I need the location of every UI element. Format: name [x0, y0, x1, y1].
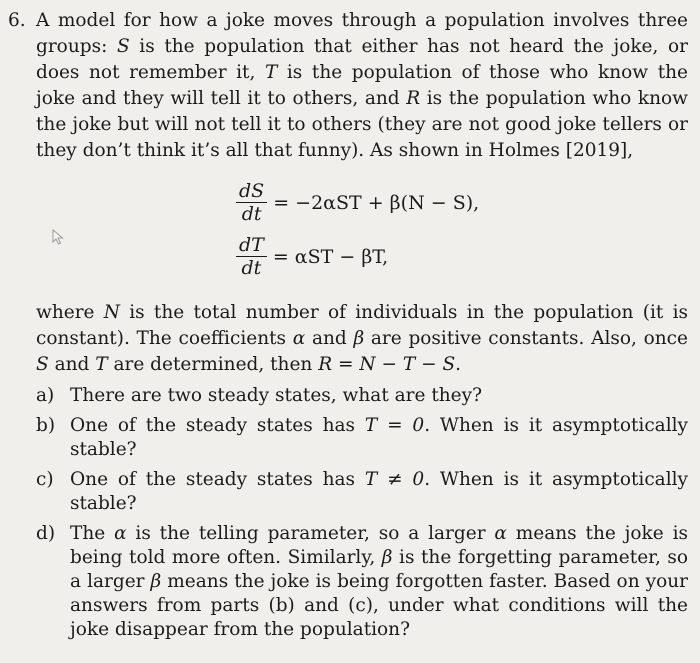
symbol-alpha: α — [494, 523, 507, 544]
part-label: b) — [36, 415, 56, 436]
symbol-beta: β — [150, 571, 162, 592]
r-formula: R = N − T − S — [318, 354, 456, 375]
problem-number: 6. — [8, 10, 26, 31]
paragraph-text: . — [455, 354, 462, 375]
paragraph-text: is the total number of individuals in the population (it is constant). The coefficients — [36, 302, 688, 349]
symbol-r: R — [406, 88, 421, 109]
fraction-denominator: dt — [241, 203, 262, 225]
symbol-t: T — [264, 62, 278, 83]
equation-rhs: = −2αST + β(N − S), — [273, 191, 480, 214]
paragraph-text: are determined, then — [107, 354, 319, 375]
part-text: means the joke is being told more often. Similarly, — [70, 523, 688, 568]
symbol-s: S — [116, 36, 130, 57]
part-label: c) — [36, 469, 54, 490]
paragraph-text: are positive constants. Also, once — [364, 328, 688, 349]
question-part-a — [36, 384, 688, 408]
question-parts — [36, 384, 688, 648]
intro-text: is the population that either has not heard the joke, or does not remember it, — [36, 36, 688, 83]
symbol-n: N — [103, 302, 120, 323]
equation-dt-dt — [236, 234, 388, 279]
question-part-c — [36, 468, 688, 516]
paragraph-text: where — [36, 302, 104, 323]
fraction-numerator: dT — [236, 234, 267, 257]
problem-intro — [36, 8, 688, 164]
definitions-paragraph — [36, 300, 688, 378]
derivative-fraction — [236, 234, 267, 279]
part-text: is the forgetting parameter, so a larger — [70, 547, 689, 592]
intro-text: is the population of those who know the joke and they will tell it to others, and — [36, 62, 688, 109]
part-text: . When is it asymptotically stable? — [70, 469, 688, 514]
part-text: The — [70, 523, 115, 544]
mouse-cursor-icon — [50, 228, 68, 246]
part-text: There are two steady states, what are they? — [70, 385, 483, 406]
symbol-alpha: α — [114, 523, 127, 544]
part-text: is the telling parameter, so a larger — [126, 523, 495, 544]
intro-text: is the population who know the joke but will not tell it to others (they are not good joke tellers or they don’t think it’s all that funny). As shown in Holmes [2019], — [36, 88, 688, 161]
symbol-alpha: α — [292, 328, 306, 349]
fraction-numerator: dS — [236, 180, 267, 203]
paragraph-text: and — [305, 328, 354, 349]
fraction-denominator: dt — [241, 257, 262, 279]
part-text: One of the steady states has — [70, 415, 365, 436]
paragraph-text: and — [48, 354, 96, 375]
part-text: . When is it asymptotically stable? — [70, 415, 688, 460]
derivative-fraction — [236, 180, 267, 225]
symbol-beta: β — [381, 547, 393, 568]
part-math: T ≠ 0 — [364, 469, 425, 490]
part-text: means the joke is being forgotten faster. Based on your answers from parts (b) and (c), under what conditions will the joke disappear from the population? — [70, 571, 688, 640]
equation-ds-dt — [236, 180, 479, 225]
question-part-d — [36, 522, 688, 642]
part-label: d) — [36, 523, 56, 544]
part-text: One of the steady states has — [70, 469, 365, 490]
intro-text: A model for how a joke moves through a population involves three groups: — [36, 10, 688, 57]
question-part-b — [36, 414, 688, 462]
symbol-s: S — [36, 354, 49, 375]
equation-rhs: = αST − βT, — [272, 245, 389, 268]
part-math: T = 0 — [364, 415, 425, 436]
symbol-beta: β — [353, 328, 365, 349]
part-label: a) — [36, 385, 55, 406]
symbol-t: T — [95, 354, 108, 375]
equation-system — [236, 180, 596, 290]
